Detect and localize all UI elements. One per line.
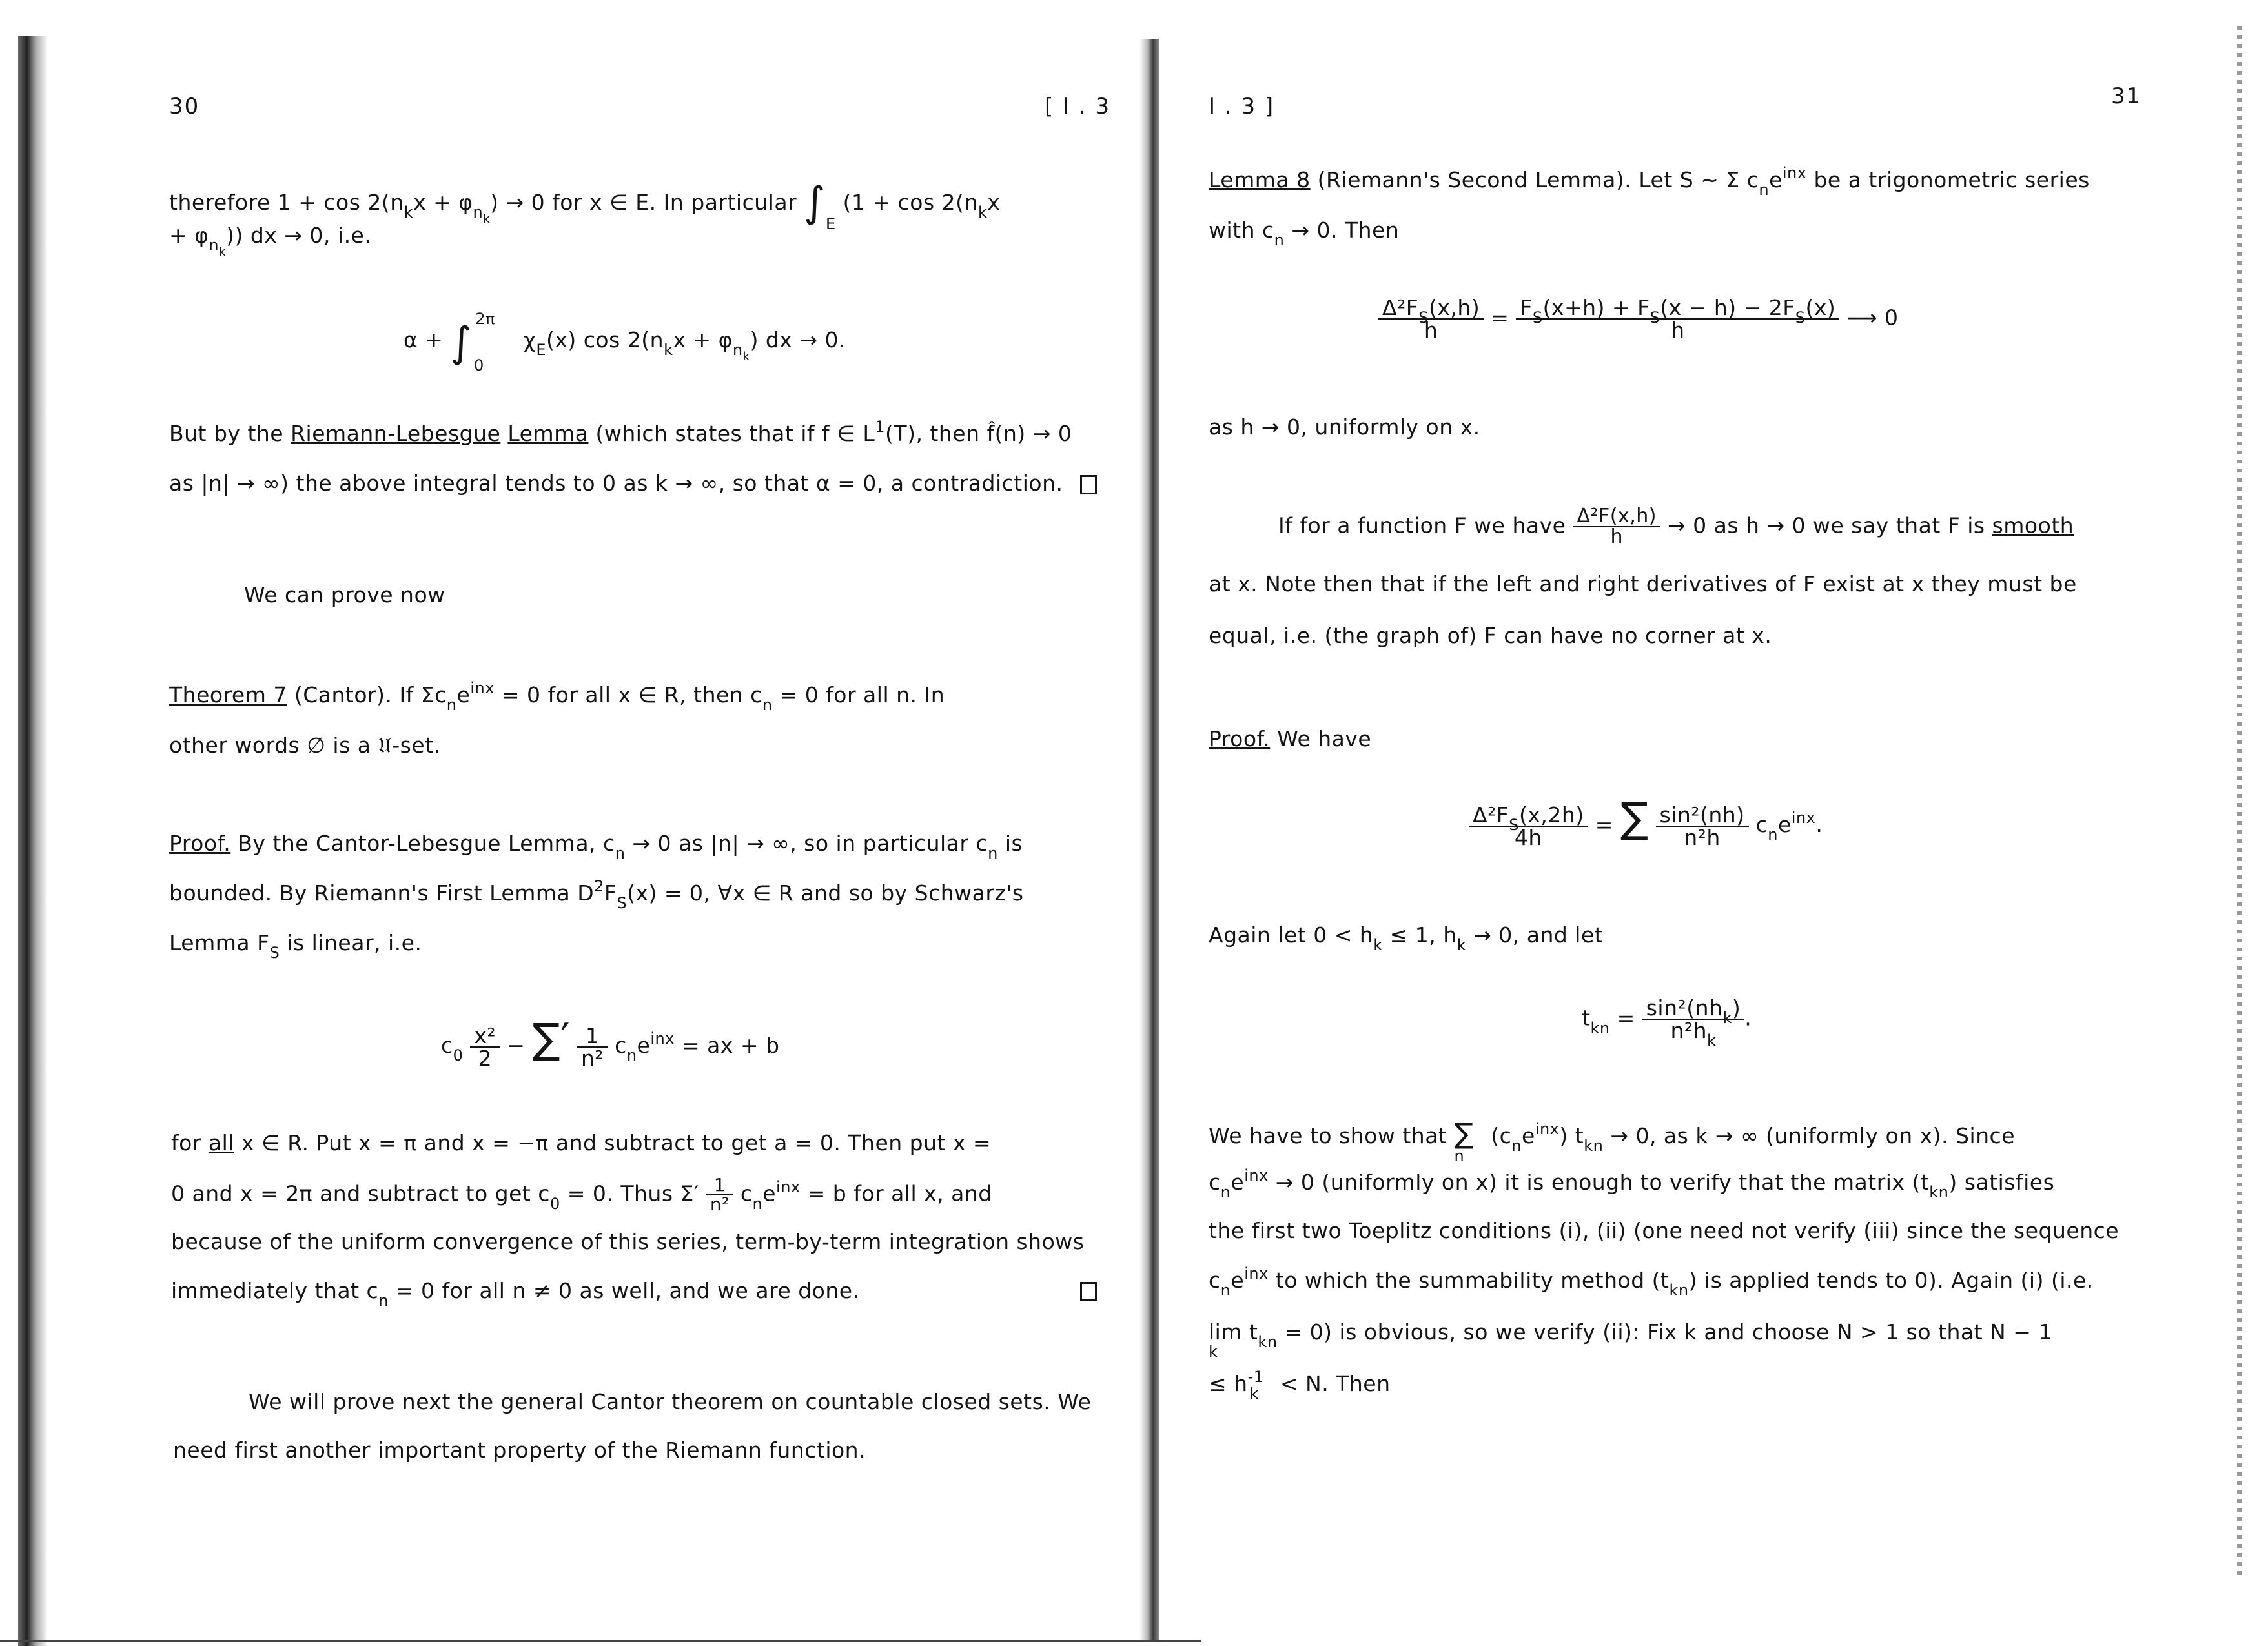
text-line: Proof. We have: [1209, 726, 1372, 751]
text-line: We will prove next the general Cantor theorem on countable closed sets. We: [249, 1389, 1092, 1414]
proof-label: Proof.: [169, 831, 231, 856]
text-line: other words ∅ is a 𝔘-set.: [169, 733, 441, 758]
equation: $\frac{\Delta^2F_S(x,h)}{h}$ = $\frac{F_S(x+h) + F_S(x - h) - 2F_S(x)}{h}$ ⟶ 0: [1378, 297, 1899, 341]
text-line: equal, i.e. (the graph of) F can have no corner at x.: [1209, 623, 1772, 648]
text-line: with $c_n \to 0$. Then: [1209, 218, 1400, 249]
text-line: need first another important property of the Riemann function.: [173, 1438, 866, 1463]
text-line: for all x ∈ R. Put x = π and x = −π and subtract to get a = 0. Then put x =: [171, 1130, 992, 1155]
text-line: immediately that $c_n = 0$ for all n ≠ 0 as well, and we are done.: [171, 1278, 860, 1310]
riemann-lebesgue-ref: Riemann-Lebesgue: [291, 421, 501, 446]
lemma-label: Lemma 8: [1209, 167, 1311, 192]
text-line: Again let $0 < h_k \le 1$, $h_k \to 0$, and let: [1209, 922, 1604, 954]
lemma-statement: Lemma 8 (Riemann's Second Lemma). Let S ∼ Σ $c_ne^{inx}$ be a trigonometric series: [1209, 164, 2090, 199]
text-line: at x. Note then that if the left and right derivatives of F exist at x they must be: [1209, 571, 2077, 596]
smooth-term: smooth: [1992, 513, 2074, 538]
equation: $t_{kn}$ = $\frac{\sin^2(nh_k)}{n^2h_k}$ .: [1582, 995, 1752, 1050]
page-number: 31: [2111, 83, 2142, 109]
text-line: But by the Riemann-Lebesgue Lemma (which states that if f ∈ $L^1(T)$, then f̂(n) → 0: [169, 418, 1072, 446]
equation: $\frac{\Delta^2F_S(x,2h)}{4h}$ = ∑ $\frac{\text{sin²(nh)}}{\text{n²h}}$ $c_ne^{inx}$.: [1469, 798, 1823, 848]
text-line: ≤ $h^{-1}_k < N$. Then: [1209, 1368, 1391, 1403]
text-line: We can prove now: [244, 582, 445, 607]
text-line: $c_ne^{inx} \to 0$ (uniformly on x) it is enough to verify that the matrix $(t_{kn})$ satisfies: [1209, 1166, 2055, 1201]
page-number: 30: [169, 94, 200, 119]
text-line: as h → 0, uniformly on x.: [1209, 414, 1480, 440]
text-line: the first two Toeplitz conditions (i), (ii) (one need not verify (iii) since the sequence: [1209, 1218, 2120, 1243]
text-line: as |n| → ∞) the above integral tends to 0 as k → ∞, so that α = 0, a contradiction.: [169, 471, 1063, 496]
qed-box: [1080, 1282, 1097, 1301]
lim-subscript: k: [1209, 1343, 1218, 1361]
section-header: [ I . 3: [1045, 94, 1111, 119]
text-line: We have to show that $\sum_n$ $(c_ne^{inx}) t_{kn} \to 0$, as k → ∞ (uniformly on x). Since: [1209, 1117, 2016, 1165]
text-line: + $\varphi_{nk}$)) dx → 0, i.e.: [169, 223, 372, 259]
text-line: $c_ne^{inx}$ to which the summability method $(t_{kn})$ is applied tends to 0). Again (i) (i.e.: [1209, 1265, 2094, 1299]
text-line: bounded. By Riemann's First Lemma $D^2F_S(x) = 0$, ∀x ∈ R and so by Schwarz's: [169, 877, 1024, 912]
text-line: 0 and x = 2π and subtract to get $c_0 = 0$. Thus Σ′ $\frac{1}{\text{n²}}$ $c_ne^{inx} = b$ for all x, and: [171, 1174, 992, 1215]
text-line: because of the uniform convergence of this series, term-by-term integration shows: [171, 1229, 1085, 1254]
text-line: Proof. By the Cantor-Lebesgue Lemma, $c_n \to 0$ as |n| → ∞, so in particular $c_n$ is: [169, 831, 1023, 862]
section-header: I . 3 ]: [1209, 94, 1275, 119]
text-line: therefore $1 + \cos 2(n_kx + \varphi_{nk}) \to 0$ for x ∈ E. In particular $\int_E$ ($1 + \cos 2(n_kx$: [169, 179, 1001, 233]
equation: α + ∫ $^{2\pi}$ $_0$ $\chi_E(x)$ $\cos 2(n_kx + \varphi_{nk})$ dx → 0.: [404, 310, 846, 374]
proof-label: Proof.: [1209, 726, 1271, 751]
qed-box: [1080, 475, 1097, 494]
right-page: [1152, 0, 2268, 1646]
theorem-statement: Theorem 7 (Cantor). If $\Sigma c_ne^{inx} = 0$ for all x ∈ R, then $c_n = 0$ for all n. In: [169, 679, 945, 714]
equation: $c_0$ $\frac{\text{x²}}{2}$ − ∑′ $\frac{1}{\text{n²}}$ $c_ne^{inx}$ = ax + b: [441, 1015, 780, 1071]
text-line: If for a function F we have $\frac{\text{Δ²F(x,h)}}{h}$ → 0 as h → 0 we say that F is smooth: [1278, 505, 2074, 548]
text-line: Lemma $F_S$ is linear, i.e.: [169, 930, 422, 962]
theorem-label: Theorem 7: [169, 682, 287, 707]
text-line: $\lim t_{kn} = 0$) is obvious, so we verify (ii): Fix k and choose N > 1 so that N − 1: [1209, 1319, 2052, 1351]
